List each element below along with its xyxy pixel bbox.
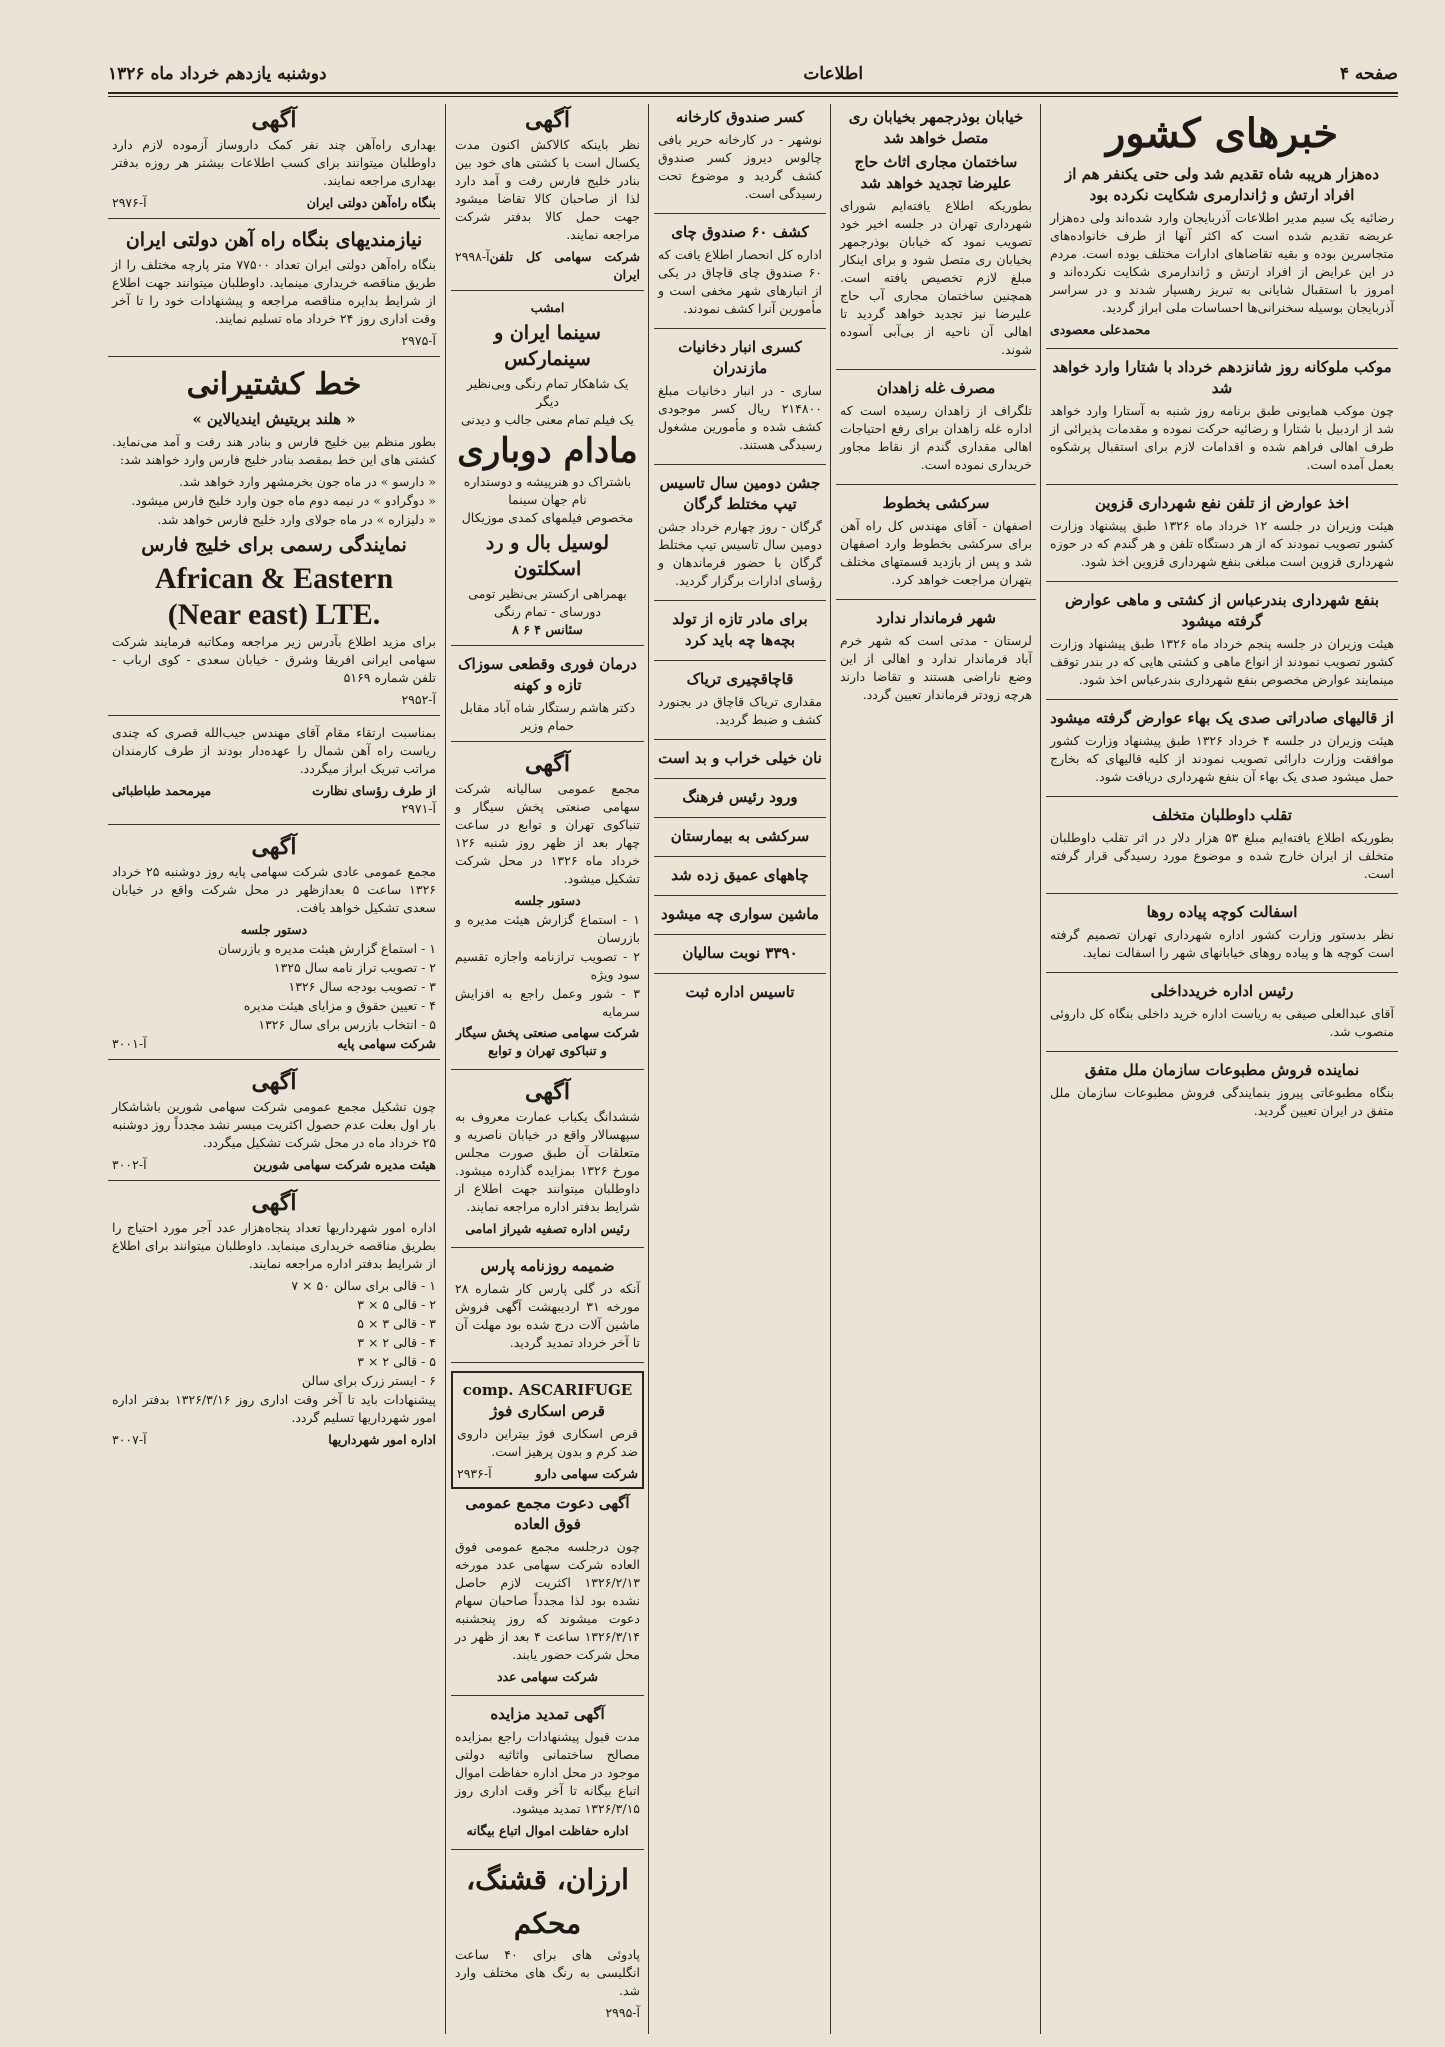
ad-signature: هیئت مدیره شرکت سهامی شورین (253, 1157, 436, 1172)
agency-name-latin-2: (Near east) LTE. (167, 598, 381, 631)
article-body: هیئت وزیران در جلسه ۴ خرداد ۱۳۲۶ طبق پیشنهاد وزارت کشور موافقت وزارت دارائی تصویب نمودند از کلیه قالیهای که بخارج حمل میشود صدی یک بهاء آن بنفع شهرداری دریافت شود. (1050, 733, 1395, 784)
medicine-body: قرص اسکاری فوژ بیتراین داروی ضد کرم و بدون پرهیز است. (457, 1426, 638, 1459)
ad-heading: ضمیمه روزنامه پارس (480, 1257, 615, 1275)
agenda-item: ۲ - تصویب تراز نامه سال ۱۳۲۵ (273, 960, 436, 975)
column-city-news (836, 104, 1036, 2034)
masthead-rule-thin (108, 96, 1398, 97)
ad-signature: بنگاه راه‌آهن دولتی ایران (306, 195, 436, 210)
film-actors: لوسیل بال و رد اسکلتون (485, 532, 610, 580)
agenda-item: ۴ - تعیین حقوق و مزایای هیئت مدیره (243, 998, 436, 1013)
medicine-name: comp. ASCARIFUGE قرص اسکاری فوژ (462, 1381, 633, 1420)
ship-item: « دارسو » در ماه جون بخرمشهر وارد خواهد شد. (179, 474, 436, 489)
column-divider (1040, 104, 1041, 2034)
ad-body: آنکه در گلی پارس کار شماره ۲۸ مورخه ۳۱ اردیبهشت آگهی فروش ماشین آلات درج شده بود مهلت آن تا آخر خرداد تمدید گردید. (455, 1281, 640, 1350)
agenda-title: دستور جلسه (240, 922, 308, 937)
ad-notice (451, 1493, 644, 1696)
ad-signature: شرکت سهامی پایه (337, 1036, 436, 1051)
article-body: لرستان - مدتی است که شهر خرم آباد فرماندار ندارد و اهالی از این وضع ناراضی هستند و تقاضا دارند هرچه زودتر فرماندار تعیین گردد. (840, 633, 1032, 702)
tender-item: ۵ - قالی ۲ × ۳ (357, 1354, 436, 1369)
shop-body: پادوئی های برای ۴۰ ساعت انگلیسی به رنگ های مختلف وارد شد. (455, 1947, 640, 1998)
notice-signature: از طرف رؤسای نظارت (312, 783, 436, 798)
article (654, 904, 826, 935)
article-headline: چاههای عمیق زده شد (671, 866, 809, 884)
article-signature: محمدعلی معصودی (1050, 322, 1151, 337)
cinema-extra: بهمراهی ارکستر بی‌نظیر تومی دورسای - تمام رنگی (468, 586, 627, 619)
article-body: هیئت وزیران در جلسه ۱۲ خرداد ماه ۱۳۲۶ طبق پیشنهاد وزارت کشور تصویب نمودند که از هر دستگاه تلفن و هر گندم که در حوزه شهرداری قزوین است مبلغی بنفع شهرداری قزوین اخذ شود. (1050, 518, 1395, 569)
agenda-title: دستور جلسه (514, 893, 581, 908)
article-body: نظر بدستور وزارت کشور اداره شهرداری تهران تصمیم گرفته است کوچه ها و پیاده روهای خیابانهای شهر را اسفالت نماید. (1050, 927, 1394, 960)
masthead (108, 58, 1398, 90)
ad-heading: آگهی (251, 1190, 297, 1216)
article-headline: مصرف غله زاهدان (876, 379, 996, 397)
article-headline: اسفالت کوچه پیاده روها (1146, 903, 1298, 921)
article-headline: ده‌هزار هریبه شاه تقدیم شد ولی حتی یکنفر هم از افراد ارتش و ژاندارمری شکایت نکرده بود (1064, 165, 1380, 204)
ad-signature: شرکت سهامی عدد (496, 1669, 599, 1684)
article (1046, 493, 1398, 582)
shipping-title: خط کشتیرانی (186, 367, 362, 402)
ad-heading: آگهی (524, 107, 571, 133)
ad-code: آ-۲۹۷۵ (401, 333, 436, 348)
column-news (1046, 104, 1398, 2034)
article-body: گرگان - روز چهارم خرداد جشن دومین سال تاسیس تیپ مختلط گرگان با حضور فرماندهان و رؤسای ادارات برگزار گردید. (658, 519, 822, 588)
ad-code: آ-۲۹۷۶ (112, 195, 147, 210)
page-number: صفحه ۴ (1339, 64, 1398, 84)
article-headline: ۳۳۹۰ نوبت سالیان (682, 944, 798, 962)
ad-notice (108, 1068, 440, 1181)
article-headline: بنفع شهرداری بندرعباس از کشتی و ماهی عوارض گرفته میشود (1064, 591, 1380, 630)
article-body: بطوریکه اطلاع یافته‌ایم مبلغ ۵۳ هزار دلار در اثر تقلب داوطلبان متخلف از ایران خارج شده و موضوع مورد رسیدگی قرار گرفته است. (1050, 830, 1394, 881)
ad-heading: آگهی (524, 751, 571, 777)
article-body: بطوریکه اطلاع یافته‌ایم شورای شهرداری تهران در جلسه اخیر خود تصویب نمود که خیابان بوذرجمهر بخیابان ری متصل شود و برای اینکار مبلغ لازم تخصیص یافته است. همچنین ساختمان مجاری آب حاج علیرضا نیز تجدید خواهد گردید تا اهالی آن ناحیه از بی‌آبی آسوده شوند. (840, 198, 1032, 357)
article (654, 222, 826, 329)
column-ads-center (451, 104, 644, 2034)
ad-code: آ-۳۰۰۲ (112, 1157, 147, 1172)
agenda-item: ۳ - شور وعمل راجع به افزایش سرمایه (455, 986, 640, 1019)
article (654, 473, 826, 601)
article-body: هیئت وزیران در جلسه پنجم خرداد ماه ۱۳۲۶ طبق پیشنهاد وزارت کشور تصویب نمودند از انواع ماهی و کشتی هایی که در بندر توقف مینمایند عوارض مخصوص بنفع شهرداری بندرعباس اخذ شود. (1050, 636, 1394, 687)
cinema-subtitle: یک شاهکار تمام رنگی وبی‌نظیر دیگر (466, 376, 629, 409)
ad-code: آ-۳۰۰۱ (112, 1036, 147, 1051)
cinema-line: باشتراک دو هنرپیشه و دوستداره نام جهان سینما (463, 474, 632, 507)
ship-item: « دوگرادو » در نیمه دوم ماه جون وارد خلیج فارس میشود. (131, 493, 436, 508)
article-headline: سرکشی به بیمارستان (670, 827, 810, 845)
section-title: خبرهای کشور (1105, 110, 1339, 157)
article-lead (1046, 164, 1398, 349)
article-subheadline: ساختمان مجاری اثاث حاج علیرضا تجدید خواهد شد (854, 153, 1018, 192)
article (1046, 1060, 1398, 1130)
article (1046, 981, 1398, 1052)
article-headline: برای مادر تازه از تولد بچه‌ها چه باید کرد (672, 610, 808, 649)
shipping-ad (108, 365, 440, 716)
article-body: اداره کل انحصار اطلاع یافت که ۶۰ صندوق چای قاچاق در یکی از انبارهای شهر مخفی است و مأمورین آنرا کشف نمودند. (658, 247, 822, 316)
clinic-address: دکتر هاشم رستگار شاه آباد مقابل حمام وزیر (459, 700, 636, 733)
cinema-name: سینما ایران و سینمارکس (494, 322, 601, 370)
masthead-rule (108, 92, 1398, 94)
ad-body: مدت قبول پیشنهادات راجع بمزایده مصالح ساختمانی واثاثیه دولتی موجود در محل اداره حفاظت اموال اتباع بیگانه تا آخر وقت اداری روز ۱۳۲۶/۳/۱۵ تمدید میشود. (455, 1729, 640, 1816)
article (654, 669, 826, 740)
shop-slogan: ارزان، قشنگ، محکم (466, 1863, 629, 1940)
ad-body: ششدانگ یکباب عمارت معروف به سپهسالار واقع در خیابان ناصریه و متعلقات آن طبق صورت مجلس مورخ ۱۳۲۶ بمزایده گذارده میشود. داوطلبان میتوانند جهت اطلاع از شرایط بدفتر اداره مراجعه نمایند. (455, 1109, 640, 1214)
article-headline: ماشین سواری چه میشود (661, 905, 819, 923)
ad-code: آ-۲۹۷۱ (401, 801, 436, 816)
ad-code: آ-۲۹۳۶ (457, 1466, 492, 1481)
clinic-headline: درمان فوری وقطعی سوزاک تازه و کهنه (458, 655, 637, 694)
cinema-ad (451, 299, 644, 646)
ad-notice (451, 750, 644, 1070)
paper-name: اطلاعات (803, 64, 864, 84)
article-body: رضائیه یک سیم مدیر اطلاعات آذربایجان وارد شده‌اند ولی ده‌هزار عریضه تقدیم شده است که اکثر آنها از طرف خانواده‌های متجاسرین بوده و بقیه تقاضاهای ادارات مختلف بوده است. مردم در این عرایض از افراد ارتش و ژاندارمری شکایت نکرده‌اند و امروز با استقبال شایانی به تبریز رهسپار شدند و در سراسر آذربایجان بوسیله سخنرانی‌ها احساسات ملی ابراز گردید. (1050, 210, 1394, 315)
cinema-subtitle-2: یک فیلم تمام معنی جالب و دیدنی (460, 412, 635, 427)
article (836, 608, 1036, 714)
article-body: نوشهر - در کارخانه حریر بافی چالوس دیروز کسر صندوق کشف گردید و موضوع تحت رسیدگی است. (658, 132, 822, 201)
article-body: مقداری تریاک قاچاق در بجنورد کشف و ضبط گردید. (658, 694, 822, 727)
agency-address: برای مزید اطلاع بآدرس زیر مراجعه ومکاتبه فرمایند شرکت سهامی ایرانی افریقا وشرق - خیابان سعدی - کوی ارباب - تلفن شماره ۵۱۶۹ (112, 634, 436, 685)
article-headline: جشن دومین سال تاسیس تیپ مختلط گرگان (659, 474, 821, 513)
ad-code: آ-۲۹۵۲ (401, 692, 436, 707)
article-body: چون موکب همایونی طبق برنامه روز شنبه به آستارا وارد خواهد شد از اردبیل با شتارا و رضائیه حرکت نموده و مقدمات پذیرائی از طرف اهالی فراهم شده و اقدامات لازم برای استقبال پرشکوه بعمل آمده است. (1050, 403, 1394, 472)
ad-signature: اداره حفاظت اموال اتباع بیگانه (466, 1823, 629, 1838)
column-divider (648, 104, 649, 2034)
ad-body: مجمع عمومی سالیانه شرکت سهامی صنعتی پخش سیگار و تنباکوی تهران و توابع در ساعت چهار بعد از ظهر روز شنبه ۱۲۶ خرداد ماه ۱۳۲۶ در محل شرکت تشکیل میشود. (455, 781, 640, 886)
article-headline: تقلب داوطلبان متخلف (1152, 806, 1292, 824)
article (836, 107, 1036, 370)
cinema-showtimes: سئانس ۴ ۶ ۸ (512, 622, 583, 637)
agenda-item: ۲ - تصویب ترازنامه واجازه تقسیم سود ویژه (455, 949, 640, 982)
article-headline: کسری انبار دخانیات مازندران (678, 338, 802, 377)
ship-item: « دلیزاره » در ماه جولای وارد خلیج فارس خواهد شد. (157, 512, 436, 527)
column-provinces (654, 104, 826, 2034)
tender-item: ۲ - قالی ۵ × ۳ (357, 1297, 436, 1312)
agency-name-latin: African & Eastern (154, 562, 394, 595)
article (1046, 357, 1398, 485)
article (654, 748, 826, 779)
article-headline: خیابان بوذرجمهر بخیابان ری متصل خواهد شد (848, 108, 1024, 147)
notice-body: بمناسبت ارتقاء مقام آقای مهندس جیب‌الله قصری که چندی ریاست راه آهن شمال را عهده‌دار بودند از طرف کارمندان مراتب تبریک ابراز میگردد. (112, 725, 436, 776)
article (654, 107, 826, 214)
article-headline: موکب ملوکانه روز شانزدهم خرداد با شتارا وارد خواهد شد (1052, 358, 1392, 397)
article-headline: نماینده فروش مطبوعات سازمان ملل متفق (1084, 1061, 1360, 1079)
tender-item: ۱ - قالی برای سالن ۵۰ × ۷ (291, 1278, 436, 1293)
ad-body-2: پیشنهادات باید تا آخر وقت اداری روز ۱۳۲۶/۳/۱۶ بدفتر اداره امور شهرداریها تسلیم گردد. (112, 1392, 436, 1425)
ad-code: آ-۳۰۰۷ (112, 1432, 147, 1447)
article-body: اصفهان - آقای مهندس کل راه آهن برای سرکشی بخطوط وارد اصفهان شد و پس از بازدید قسمتهای مختلف بتهران مراجعت خواهد کرد. (840, 518, 1032, 587)
article-headline: قاچاقچیری تریاک (686, 670, 794, 688)
ad-heading: آگهی (251, 1069, 297, 1095)
agenda-item: ۱ - استماع گزارش هیئت مدیره و بازرسان (455, 912, 640, 945)
article-headline: شهر فرماندار ندارد (876, 609, 996, 627)
ad-body: چون تشکیل مجمع عمومی شرکت سهامی شورین باشاشکار بار اول بعلت عدم حصول اکثریت میسر نشد مجدداً روز دوشنبه ۲۵ خرداد ماه در محل شرکت تشکیل میگردد. (112, 1099, 436, 1150)
article (836, 378, 1036, 485)
ad-heading: آگهی (251, 107, 297, 133)
clinic-ad (451, 654, 644, 742)
congrats-notice (108, 724, 440, 825)
ad-body: چون درجلسه مجمع عمومی فوق العاده شرکت سهامی عدد مورخه ۱۳۲۶/۲/۱۳ اکثریت لازم حاصل نشده بود لذا مجدداً صاحبان سهام دعوت میشوند که روز پنجشنبه ۱۳۲۶/۳/۱۴ ساعت ۴ بعد از ظهر در محل شرکت حضور یابند. (455, 1539, 640, 1662)
article-headline: سرکشی بخطوط (882, 494, 990, 512)
agency-title: نمایندگی رسمی برای خلیج فارس (141, 534, 407, 556)
medicine-ad (451, 1371, 644, 1489)
shipping-body: بطور منظم بین خلیج فارس و بنادر هند رفت و آمد می‌نماید. کشتی های این خط بمقصد بنادر خلیج فارس وارد خواهند شد: (112, 434, 436, 467)
article (1046, 902, 1398, 973)
cinema-line-2: مخصوص فیلمهای کمدی موزیکال (461, 510, 634, 525)
article-body: ساری - در انبار دخانیات مبلغ ۲۱۴۸۰۰ ریال کسر موجودی کشف شده و مأمورین مشغول رسیدگی هستند. (658, 383, 822, 452)
article (654, 865, 826, 896)
article-headline: از قالیهای صادراتی صدی یک بهاء عوارض گرفته میشود (1050, 709, 1394, 727)
shipping-company: « هلند بریتیش ایندیالاین » (192, 410, 356, 428)
column-ads-left (108, 104, 440, 2034)
article-body: تلگراف از زاهدان رسیده است که اداره غله زاهدان برای رفع احتیاجات اهالی مقداری گندم از نقاط مجاور خریداری نموده است. (840, 403, 1032, 472)
ad-signature: اداره امور شهرداریها (328, 1432, 436, 1447)
ad-heading: آگهی دعوت مجمع عمومی فوق العاده (465, 1494, 630, 1533)
ad-body: اداره امور شهرداریها تعداد پنجاه‌هزار عدد آجر مورد احتیاج را بطریق مناقصه خریداری مینماید. داوطلبان میتوانند برای اطلاع از شرایط بدفتر اداره مراجعه نمایند. (112, 1220, 436, 1271)
shop-ad (451, 1858, 644, 2028)
tender-item: ۴ - قالی ۲ × ۳ (357, 1335, 436, 1350)
ad-notice (451, 1078, 644, 1248)
ad-notice (451, 1704, 644, 1850)
article (654, 826, 826, 857)
ad-body: مجمع عمومی عادی شرکت سهامی پایه روز دوشنبه ۲۵ خرداد ۱۳۲۶ ساعت ۵ بعدازظهر در محل شرکت واقع در خیابان سعدی تشکیل خواهد یافت. (112, 864, 436, 915)
ad-code: آ-۲۹۹۵ (605, 2005, 640, 2020)
article-body: آقای عبدالعلی صیفی به ریاست اداره خرید داخلی بنگاه کل داروئی منصوب شد. (1050, 1006, 1394, 1039)
article-headline: رئیس اداره خریدداخلی (1150, 982, 1294, 1000)
agenda-item: ۳ - تصویب بودجه سال ۱۳۲۶ (288, 979, 436, 994)
article (836, 493, 1036, 600)
article-headline: کشف ۶۰ صندوق چای (671, 223, 809, 241)
ad-heading: آگهی (251, 834, 297, 860)
ad-notice (108, 106, 440, 219)
issue-date: دوشنبه یازدهم خرداد ماه ۱۳۲۶ (108, 64, 327, 84)
article (654, 787, 826, 818)
agenda-item: ۵ - انتخاب بازرس برای سال ۱۳۲۶ (258, 1017, 436, 1032)
ad-body: بهداری راه‌آهن چند نفر کمک داروساز آزموده لازم دارد داوطلبان میتوانند برای کسب اطلاعات بیشتر هر روزه بدفتر بهداری مراجعه نمایند. (112, 137, 436, 188)
agenda-item: ۱ - استماع گزارش هیئت مدیره و بازرسان (217, 941, 436, 956)
article-headline: کسر صندوق کارخانه (675, 108, 805, 126)
article (654, 609, 826, 661)
cinema-tonight: امشب (530, 300, 565, 315)
ad-signature: شرکت سهامی کل تلفن ایران (489, 249, 640, 282)
ad-heading: آگهی (524, 1079, 571, 1105)
article (654, 337, 826, 465)
ad-notice (108, 1189, 440, 1455)
tender-item: ۳ - قالی ۳ × ۵ (357, 1316, 436, 1331)
ad-signature: رئیس اداره تصفیه شیراز امامی (465, 1221, 630, 1236)
article-body: بنگاه مطبوعاتی پیروز بنمایندگی فروش مطبوعات سازمان ملل متفق در ایران تعیین گردید. (1050, 1085, 1394, 1118)
ad-signature: شرکت سهامی صنعتی پخش سیگار و تنباکوی تهران و توابع (455, 1025, 640, 1058)
tender-item: ۶ - ایستر زرک برای سالن (301, 1373, 436, 1388)
ad-notice (451, 106, 644, 291)
column-divider (830, 104, 831, 2034)
ad-notice (451, 1256, 644, 1363)
article-headline: نان خیلی خراب و بد است (658, 749, 822, 767)
ad-notice (108, 833, 440, 1060)
article (1046, 590, 1398, 700)
article-headline: تاسیس اداره ثبت (685, 983, 795, 1001)
ad-body: نظر باینکه کالاکش اکنون مدت یکسال است با کشتی های خود بین بنادر خلیج فارس رفت و آمد دارد لذا از صاحبان کالا تقاضا میشود جهت حمل کالا بدفتر شرکت مراجعه نمایند. (455, 137, 640, 242)
article-headline: ورود رئیس فرهنگ (682, 788, 798, 806)
ad-signature: شرکت سهامی دارو (535, 1466, 638, 1481)
ad-heading: آگهی تمدید مزایده (490, 1705, 605, 1723)
ad-body: بنگاه راه‌آهن دولتی ایران تعداد ۷۷۵۰۰ متر پارچه مختلف را از طریق مناقصه خریداری مینماید. داوطلبان میتوانند جهت اطلاع از شرایط بدایره مناقصه مراجعه و پیشنهادات خود را تا آخر وقت اداری روز ۲۴ خرداد ماه تسلیم نمایند. (112, 257, 436, 326)
ad-notice (108, 227, 440, 357)
article (1046, 805, 1398, 894)
column-divider (445, 104, 446, 2034)
ad-code: آ-۲۹۹۸ (455, 249, 490, 264)
article (654, 943, 826, 974)
notice-signature-name: میرمحمد طباطبائی (112, 783, 212, 798)
article (654, 982, 826, 1012)
film-title: مادام دوباری (457, 431, 638, 471)
article-headline: اخذ عوارض از تلفن نفع شهرداری قزوین (1094, 494, 1350, 512)
ad-heading: نیازمندیهای بنگاه راه آهن دولتی ایران (125, 229, 423, 251)
article (1046, 708, 1398, 797)
